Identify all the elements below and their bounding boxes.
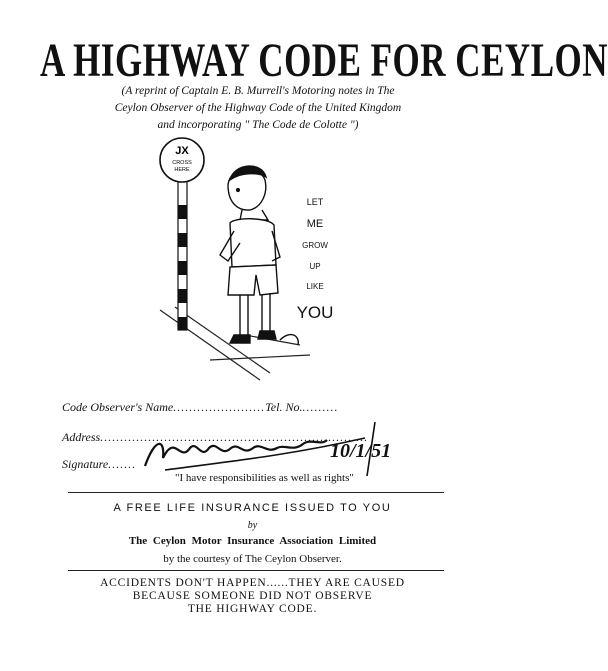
subtitle [58,83,458,134]
insurance-courtesy: by the courtesy of The Ceylon Observer. [163,553,342,565]
signature-label: Signature [62,457,109,471]
speech-line: LET [306,197,324,207]
speech-line: ME [306,218,324,230]
tel-label: Tel. No. [265,400,303,414]
observer-name-row [62,400,442,415]
insurance-heading: A FREE LIFE INSURANCE ISSUED TO YOU [113,502,392,514]
accident-warning [0,577,505,616]
sign-text-line: JX [175,145,189,157]
speech-line: GROW [302,241,328,250]
dotted-line: ....... [108,457,137,471]
observer-name-label: Code Observer's Name [62,400,174,414]
speech-line: LIKE [306,282,324,291]
dotted-line: ......... [302,400,339,414]
subtitle-line: (A reprint of Captain E. B. Murrell's Motoring notes in The [121,85,395,97]
insurance-by: by [247,520,258,531]
divider [68,570,444,571]
divider [68,492,444,493]
subtitle-line: and incorporating " The Code de Colotte ") [157,119,359,131]
dotted-line: ................................................................... [100,430,369,444]
page-title: A HIGHWAY CODE FOR CEYLON [40,34,608,87]
boy-figure [220,166,298,345]
boy-crossing-illustration [150,135,350,385]
sign-text-line: CROSS [172,160,192,166]
responsibilities-quote: "I have responsibilities as well as rights" [175,472,354,484]
warning-line: THE HIGHWAY CODE. [187,603,318,615]
dotted-line: ....................... [173,400,266,414]
warning-line: BECAUSE SOMEONE DID NOT OBSERVE [132,590,373,602]
address-label: Address [62,430,101,444]
speech-line: YOU [296,303,334,322]
crossing-sign-icon [160,138,204,330]
subtitle-line: Ceylon Observer of the Highway Code of the United Kingdom [114,102,402,114]
sign-text-line: HERE [174,167,190,173]
speech-line: UP [309,262,321,271]
signature-date: 10/1/51 [330,440,392,462]
insurance-company: The Ceylon Motor Insurance Association Limited [128,535,377,547]
warning-line: ACCIDENTS DON'T HAPPEN......THEY ARE CAUSED [100,577,405,589]
speech-text [297,197,334,322]
